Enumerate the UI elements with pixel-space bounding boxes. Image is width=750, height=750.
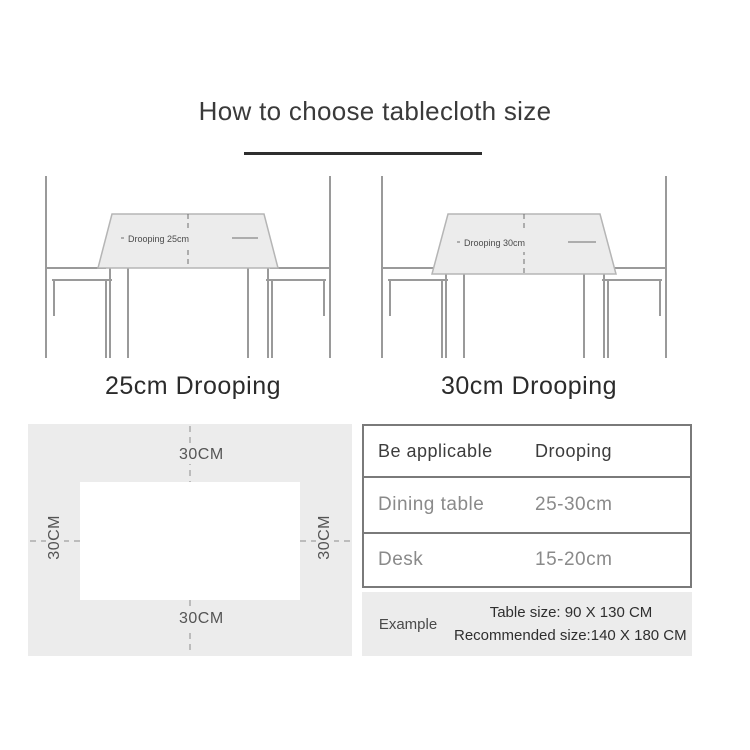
- drooping-label-right: Drooping 30cm: [464, 238, 526, 248]
- example-panel: [362, 592, 692, 656]
- cell-dining-table-drooping: 25-30cm: [527, 477, 690, 533]
- title-underline: [244, 152, 482, 155]
- table-row: [364, 477, 690, 533]
- page-title: How to choose tablecloth size: [198, 96, 552, 126]
- scene-30cm: [364, 168, 694, 368]
- scene-25cm-drawing: [28, 168, 358, 368]
- scene-30cm-drawing: [364, 168, 694, 368]
- drooping-label-left: Drooping 25cm: [128, 234, 190, 244]
- cell-desk: Desk: [378, 548, 424, 570]
- example-label: Example: [378, 615, 438, 633]
- example-table-size: Table size: 90 X 130 CM: [489, 603, 653, 621]
- table-row: [364, 533, 690, 586]
- header-drooping: Drooping: [527, 426, 690, 477]
- applicability-table: [362, 424, 692, 588]
- table-header-row: [364, 426, 690, 477]
- cell-desk-drooping: 15-20cm: [535, 548, 613, 570]
- dimension-bottom: 30CM: [176, 610, 227, 628]
- dimension-right: 30CM: [316, 512, 334, 563]
- dimension-left: 30CM: [46, 512, 64, 563]
- example-recommended-size: Recommended size:140 X 180 CM: [454, 627, 687, 644]
- dimension-top: 30CM: [176, 446, 227, 464]
- header-applicable: Be applicable: [364, 426, 527, 477]
- tablecloth-dimension-panel: [28, 424, 352, 656]
- example-values: [454, 601, 692, 648]
- scene-25cm: [28, 168, 358, 368]
- caption-25cm: 25cm Drooping: [104, 372, 282, 400]
- cell-dining-table: Dining table: [364, 477, 527, 533]
- caption-30cm: 30cm Drooping: [440, 372, 618, 400]
- tablecloth-shape: [80, 482, 300, 600]
